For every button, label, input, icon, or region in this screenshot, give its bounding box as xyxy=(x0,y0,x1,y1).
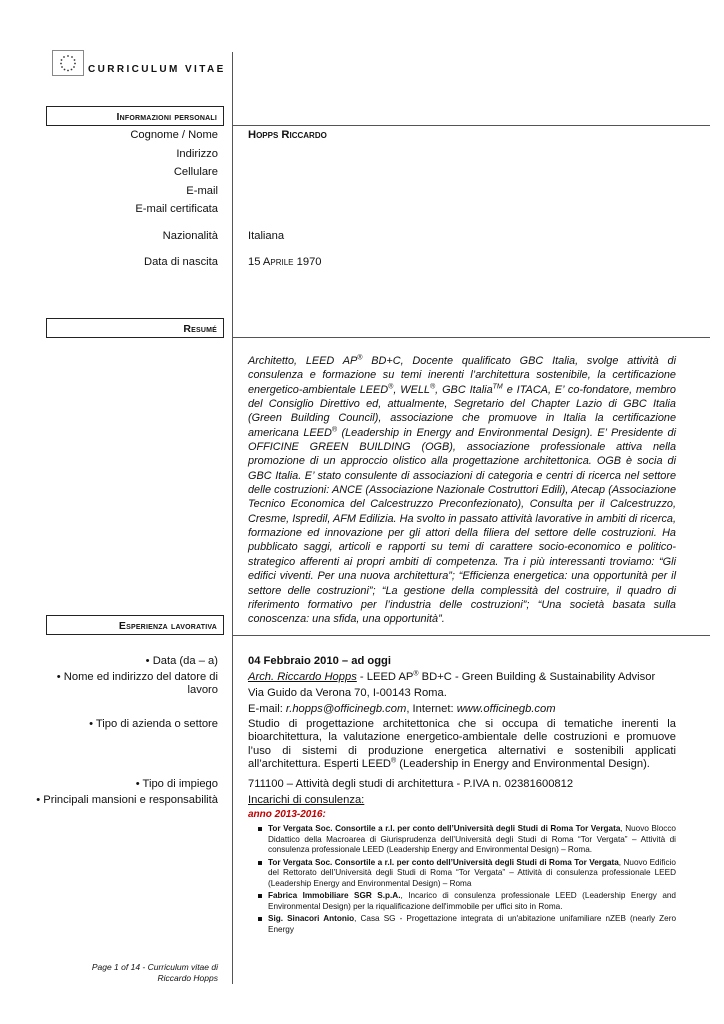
value-name: Hopps Riccardo xyxy=(248,129,327,141)
label-employer: • Nome ed indirizzo del datore di lavoro xyxy=(56,671,218,696)
section-title-resume: Resumé xyxy=(183,323,217,335)
value-job-type: 711100 – Attività degli studi di architettura - P.IVA n. 02381600812 xyxy=(248,778,574,790)
bullet-icon xyxy=(258,917,262,921)
list-item: Tor Vergata Soc. Consortile a r.l. per conto dell’Università degli Studi di Roma Tor Vergata, Nuovo Blocco Didattico della Macroarea di Giurisprudenza dell’Università degli Studi di Roma “Tor Vergata” – Attività di consulenza professionale LEED (Leadership Energy and Environmental Design) – Roma. xyxy=(258,824,676,856)
value-birthdate: 15 Aprile 1970 xyxy=(248,256,322,268)
employer-name: Arch. Riccardo Hopps xyxy=(248,671,357,683)
section-resume xyxy=(46,318,224,338)
label-birthdate: Data di nascita xyxy=(143,256,218,268)
column-divider xyxy=(232,52,233,984)
list-item: Sig. Sinacori Antonio, Casa SG - Progettazione integrata di un'abitazione unifamiliare nZEB (nearly Zero Energy xyxy=(258,914,676,935)
label-date-range: • Data (da – a) xyxy=(145,655,218,667)
email-link[interactable]: r.hopps@officinegb.com xyxy=(285,703,407,715)
label-company-type: • Tipo di azienda o settore xyxy=(89,718,218,730)
consulting-title: Incarichi di consulenza: xyxy=(248,794,365,806)
value-nationality: Italiana xyxy=(248,230,285,242)
label-mobile: Cellulare xyxy=(173,166,218,178)
eu-flag-icon xyxy=(52,50,84,76)
list-item: Fabrica Immobiliare SGR S.p.A., Incarico di consulenza professionale LEED (Leadership Energy and Environmental Design) per la riqualificazione dell'immobile per uffici sito in Roma. xyxy=(258,891,676,912)
list-item: Tor Vergata Soc. Consortile a r.l. per conto dell’Università degli Studi di Roma Tor Vergata, Nuovo Edificio del Rettorato dell’Università degli Studi di Roma “Tor Vergata” – Attività di consulenza professionale LEED (Leadership Energy and Environmental Design) – Roma xyxy=(258,858,676,890)
value-company-type: Studio di progettazione architettonica che si occupa di tematiche inerenti la bioarchitettura, la valutazione energetico-ambientale delle costruzioni e promuove l’uso di sistemi di produzione energetica alternativi e sostenibili applicati all’architettura. Esperti LEED® (Leadership in Energy and Environmental Design). xyxy=(248,718,676,771)
value-employer: Arch. Riccardo Hopps - LEED AP® BD+C - Green Building & Sustainability Advisor xyxy=(248,670,656,683)
section-title-personal: Informazioni personali xyxy=(116,111,217,123)
section-experience xyxy=(46,615,224,635)
label-job-type: • Tipo di impiego xyxy=(135,778,218,790)
section-rule-personal xyxy=(232,125,710,126)
label-nationality: Nazionalità xyxy=(162,230,218,242)
footer-page-info: Page 1 of 14 - Curriculum vitae di xyxy=(91,962,218,972)
value-contacts: E-mail: r.hopps@officinegb.com, Internet: www.officinegb.com xyxy=(248,703,556,715)
year-title: anno 2013-2016: xyxy=(248,809,326,820)
website-link[interactable]: www.officinegb.com xyxy=(456,703,556,715)
value-date-range: 04 Febbraio 2010 – ad oggi xyxy=(248,655,392,667)
section-title-experience: Esperienza lavorativa xyxy=(118,620,217,632)
value-employer-address: Via Guido da Verona 70, I-00143 Roma. xyxy=(248,687,447,699)
consulting-list xyxy=(258,824,676,937)
bullet-icon xyxy=(258,894,262,898)
section-rule-resume xyxy=(232,337,710,338)
label-name: Cognome / Nome xyxy=(130,129,218,141)
footer-name: Riccardo Hopps xyxy=(157,973,218,983)
cv-title: CURRICULUM VITAE xyxy=(88,64,226,75)
label-duties: • Principali mansioni e responsabilità xyxy=(36,794,218,806)
page-footer xyxy=(92,962,218,984)
label-certified-email: E-mail certificata xyxy=(135,203,218,215)
bullet-icon xyxy=(258,827,262,831)
label-address: Indirizzo xyxy=(176,148,218,160)
section-rule-experience xyxy=(232,635,710,636)
label-email: E-mail xyxy=(186,185,218,197)
bullet-icon xyxy=(258,861,262,865)
resume-text: Architetto, LEED AP® BD+C, Docente qualificato GBC Italia, svolge attività di consulenza e formazione su temi inerenti l’architettura sostenibile, la certificazione energetico-ambientale LEED®, WELL®, GBC Italia™ e ITACA, E’ co-fondatore, membro del Consiglio Direttivo ed, attualmente, Segretario del Chapter Lazio di GBC Italia (Green Building Council), associazione che promuove in Italia la certificazione americana LEED® (Leadership in Energy and Environmental Design). E’ Presidente di OFFICINE GREEN BUILDING (OGB), associazione professionale attiva nella promozione di un approccio olistico alla progettazione architettonica. OGB è socia di GBC Italia. E’ stato consulente di associazioni di categoria e centri di ricerca nel settore delle costruzioni: ANCE (Associazione Nazionale Costruttori Edili), Atecap (Associazione Tecnico Economica del Calcestruzzo Preconfezionato), Consulta per il Calcestruzzo, Cresme, Ispredil, AFM Edilizia. Ha svolto in passato attività lavorative in ambiti di ricerca, formazione ed innovazione per gli attori della filiera del settore delle costruzioni. Ha pubblicato saggi, articoli e rapporti su temi di carattere socio-economico e politico-strategico afferenti ai propri ambiti di competenza. Tra i più interessanti troviamo: “Gli edifici viventi. Per una nuova architettura”; “Efficienza energetica: una opportunità per il settore delle costruzioni”; “La gestione della complessità del costruire, il quadro di riferimento formativo per l’industria delle costruzioni”; “Una società basata sulla conoscenza: una sfida, una opportunità”. xyxy=(248,354,676,626)
section-personal-info xyxy=(46,106,224,126)
